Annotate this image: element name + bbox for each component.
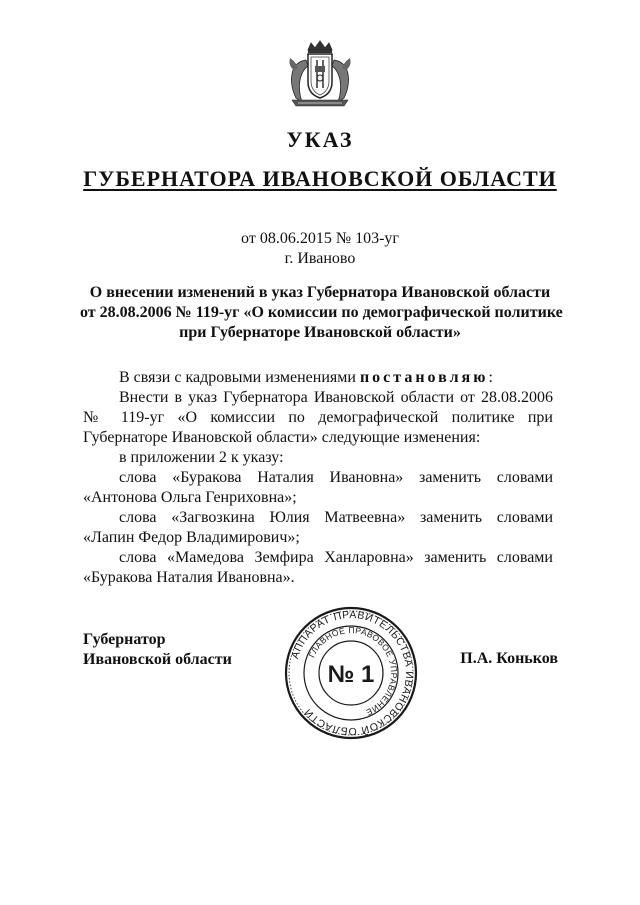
paragraph-4: слова «Загвозкина Юлия Матвеевна» заменить словами «Лапин Федор Владимирович»; <box>83 509 553 546</box>
signer-position-line-1: Губернатор <box>83 631 166 648</box>
intro-text: В связи с кадровыми изменениями <box>119 369 360 386</box>
official-seal-icon <box>283 605 419 741</box>
intro-paragraph <box>83 368 553 388</box>
paragraph-3: слова «Буракова Наталия Ивановна» заменить словами «Антонова Ольга Генриховна»; <box>83 469 553 506</box>
paragraph-2: в приложении 2 к указу: <box>119 449 284 466</box>
document-body <box>83 368 553 588</box>
signer-position <box>83 630 232 670</box>
intro-end: : <box>488 369 493 386</box>
issuer-title <box>0 166 640 192</box>
document-heading <box>80 283 563 343</box>
seal-ring-text: АППАРАТ ПРАВИТЕЛЬСТВА ИВАНОВСКОЙ ОБЛАСТИ <box>289 608 416 738</box>
paragraph-1: Внести в указ Губернатора Ивановской области от 28.08.2006 № 119-уг «О комиссии по демографической политике при Губернаторе Ивановской области» следующие изменения: <box>83 389 553 446</box>
signer-position-line-2: Ивановской области <box>83 651 232 668</box>
seal-number: № 1 <box>327 661 375 688</box>
decree-word: постановляю <box>359 369 489 386</box>
paragraph-5: слова «Мамедова Земфира Ханларовна» заменить словами «Буракова Наталия Ивановна». <box>83 549 553 586</box>
coat-of-arms-icon <box>284 40 356 110</box>
document-type: УКАЗ <box>286 127 354 152</box>
signer-name: П.А. Коньков <box>460 650 558 667</box>
seal-inner-text: ГЛАВНОЕ ПРАВОВОЕ УПРАВЛЕНИЕ <box>306 624 400 718</box>
city: г. Иваново <box>284 250 356 267</box>
heading-line-3: при Губернаторе Ивановской области» <box>179 324 461 341</box>
date-number: от 08.06.2015 № 103-уг <box>241 230 399 247</box>
issuer-title-text: ГУБЕРНАТОРА ИВАНОВСКОЙ ОБЛАСТИ <box>83 166 557 191</box>
heading-line-1: О внесении изменений в указ Губернатора Ивановской области <box>89 284 551 301</box>
heading-line-2: от 28.08.2006 № 119-уг «О комиссии по демографической политике <box>80 304 563 321</box>
